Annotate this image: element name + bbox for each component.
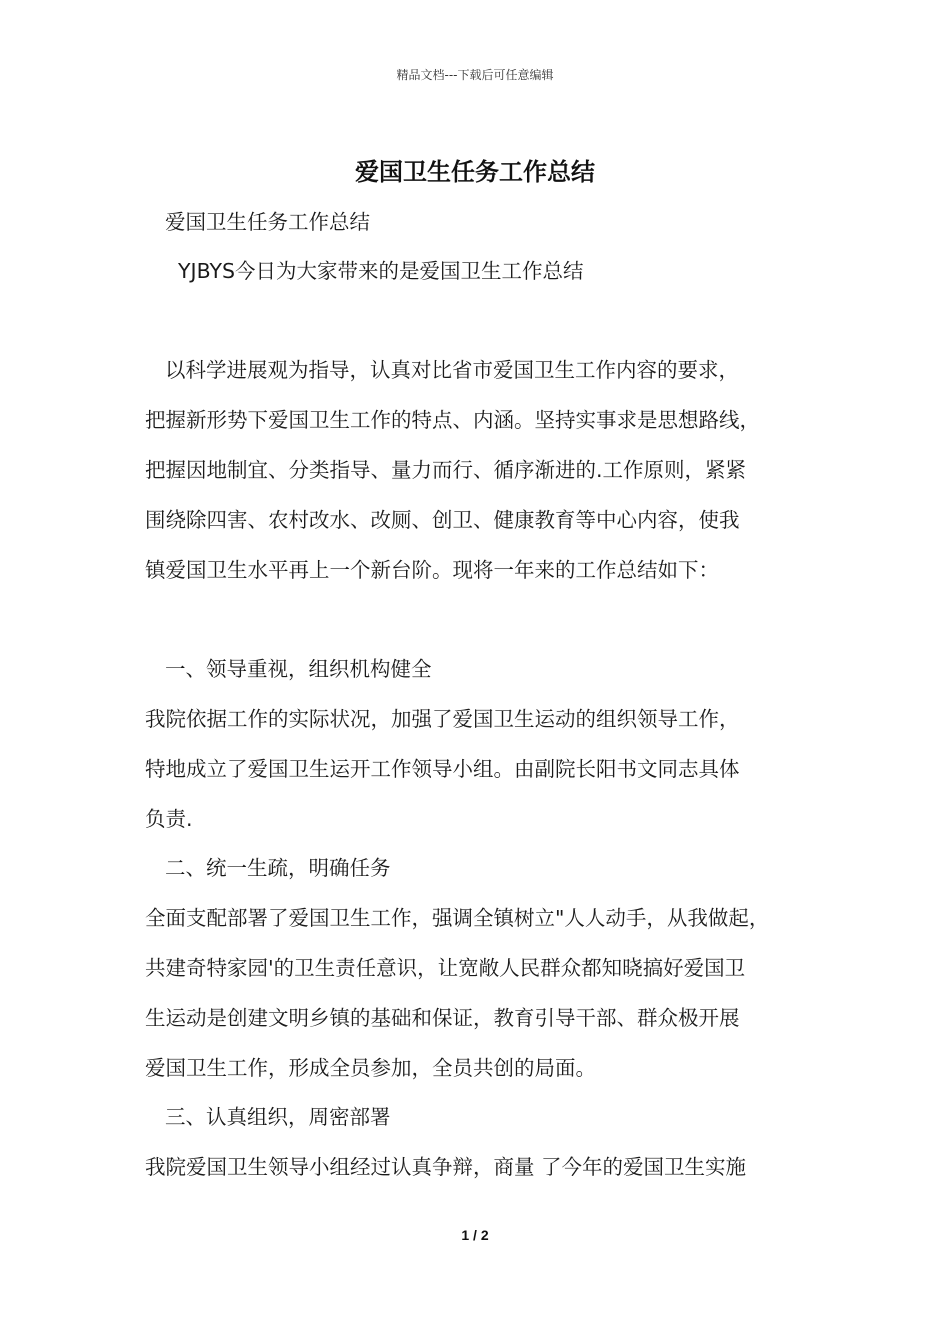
body-line: 围绕除四害、农村改水、改厕、创卫、健康教育等中心内容，使我 <box>145 508 740 532</box>
body-line: 我院爱国卫生领导小组经过认真争辩，商量 了今年的爱国卫生实施 <box>145 1155 747 1179</box>
section-heading: 一、领导重视，组织机构健全 <box>165 657 432 681</box>
body-line: 我院依据工作的实际状况，加强了爱国卫生运动的组织领导工作， <box>145 707 740 731</box>
page-number: 1 / 2 <box>461 1227 489 1243</box>
body-line: 负责. <box>145 807 193 831</box>
body-line: 特地成立了爱国卫生运开工作领导小组。由副院长阳书文同志具体 <box>145 757 740 781</box>
section-heading: 二、统一生疏，明确任务 <box>165 856 391 880</box>
body-line: 把握新形势下爱国卫生工作的特点、内涵。坚持实事求是思想路线， <box>145 408 760 432</box>
section-heading: 三、认真组织，周密部署 <box>165 1105 391 1129</box>
body-line: 共建奇特家园'的卫生责任意识，让宽敞人民群众都知晓搞好爱国卫 <box>145 956 746 980</box>
intro-line: YJBYS今日为大家带来的是爱国卫生工作总结 <box>178 259 584 283</box>
header-note: 精品文档---下载后可任意编辑 <box>396 68 554 82</box>
body-line: 以科学进展观为指导，认真对比省市爱国卫生工作内容的要求， <box>165 358 739 382</box>
body-line: 爱国卫生工作，形成全员参加，全员共创的局面。 <box>145 1056 596 1080</box>
body-line: 生运动是创建文明乡镇的基础和保证，教育引导干部、群众极开展 <box>145 1006 740 1030</box>
subtitle-line: 爱国卫生任务工作总结 <box>165 210 370 234</box>
body-line: 全面支配部署了爱国卫生工作，强调全镇树立"人人动手，从我做起， <box>145 906 770 930</box>
body-line: 镇爱国卫生水平再上一个新台阶。现将一年来的工作总结如下： <box>145 558 719 582</box>
document-title: 爱国卫生任务工作总结 <box>355 157 595 186</box>
body-line: 把握因地制宜、分类指导、量力而行、循序渐进的.工作原则，紧紧 <box>145 458 747 482</box>
